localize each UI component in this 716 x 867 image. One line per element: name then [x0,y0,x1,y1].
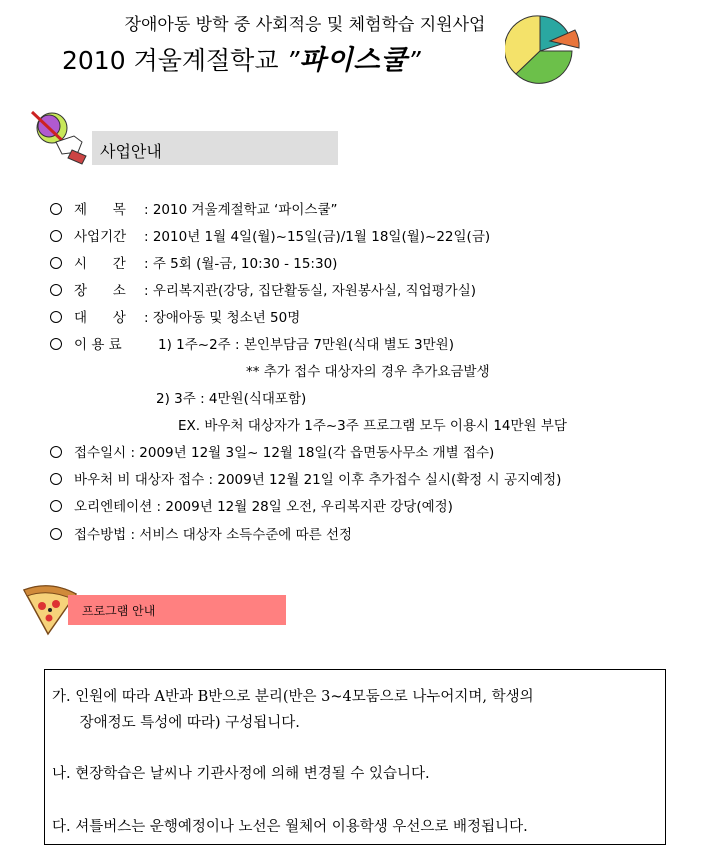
info-text: 접수방법 : 서비스 대상자 소득수준에 따른 선정 [74,527,353,543]
notice-line: 가. 인원에 따라 A반과 B반으로 분리(반은 3~4모둠으로 나누어지며, 학생의 [52,689,534,705]
bullet-circle-icon [50,284,62,296]
header-subtitle: 장애아동 방학 중 사회적응 및 체험학습 지원사업 [124,15,486,35]
info-row-time [50,254,337,274]
notice-line: 장애정도 특성에 따라) 구성됩니다. [52,715,300,731]
info-row-period [50,227,490,247]
info-value: : 2010년 1월 4일(월)~15일(금)/1월 18일(월)~22일(금) [144,229,491,245]
fee-note-voucher: EX. 바우처 대상자가 1주~3주 프로그램 모두 이용시 14만원 부담 [178,418,567,434]
info-row-title [50,200,337,220]
info-row-place [50,281,476,301]
bullet-circle-icon [50,473,62,485]
title-brand: 파이스쿨 [299,45,408,76]
bullet-circle-icon [50,203,62,215]
info-text: 오리엔테이션 : 2009년 12월 28일 오전, 우리복지관 강당(예정) [74,499,453,515]
info-value: : 장애아동 및 청소년 50명 [144,310,301,326]
bullet-circle-icon [50,230,62,242]
info-label: 이 용 료 [74,337,122,353]
notice-line: 다. 셔틀버스는 운행예정이나 노선은 월체어 이용학생 우선으로 배정됩니다. [52,819,528,835]
info-label: 장 소 [74,283,126,299]
title-quote-open: ” [286,46,300,75]
program-heading: 프로그램 안내 [82,604,156,618]
business-heading: 사업안내 [100,142,162,161]
bullet-circle-icon [50,257,62,269]
info-value: : 주 5회 (월-금, 10:30 - 15:30) [144,256,338,272]
page-title [62,38,421,77]
bullet-circle-icon [50,338,62,350]
info-text: 접수일시 : 2009년 12월 3일~ 12월 18일(각 읍면동사무소 개별 접수) [74,445,495,461]
info-label: 시 간 [74,256,126,272]
title-quote-close: ” [407,46,421,75]
info-row-method [50,525,352,545]
fee-note-extra: ** 추가 접수 대상자의 경우 추가요금발생 [246,364,490,380]
info-row-registration [50,443,494,463]
bullet-circle-icon [50,500,62,512]
bullet-circle-icon [50,311,62,323]
bullet-circle-icon [50,446,62,458]
notice-line: 나. 현장학습은 날씨나 기관사정에 의해 변경될 수 있습니다. [52,766,430,782]
info-row-orientation [50,497,453,517]
info-text: 바우처 비 대상자 접수 : 2009년 12월 21일 이후 추가접수 실시(확정 시 공지예정) [74,472,562,488]
hand-clock-icon [22,106,92,168]
bullet-circle-icon [50,528,62,540]
info-label: 대 상 [74,310,126,326]
info-value: : 2010 겨울계절학교 ‘파이스쿨” [144,202,338,218]
info-value: : 우리복지관(강당, 집단활동실, 자원봉사실, 직업평가실) [144,283,477,299]
info-row-target [50,308,300,328]
info-row-voucher [50,470,561,490]
fee-line-3week: 2) 3주 : 4만원(식대포함) [156,391,307,407]
info-label: 제 목 [74,202,126,218]
info-value: 1) 1주~2주 : 본인부담금 7만원(식대 별도 3만원) [158,337,454,353]
pie-logo-icon [505,14,585,84]
info-label: 사업기간 [74,229,127,245]
title-main: 2010 겨울계절학교 [62,46,279,75]
info-row-fee [50,335,454,355]
